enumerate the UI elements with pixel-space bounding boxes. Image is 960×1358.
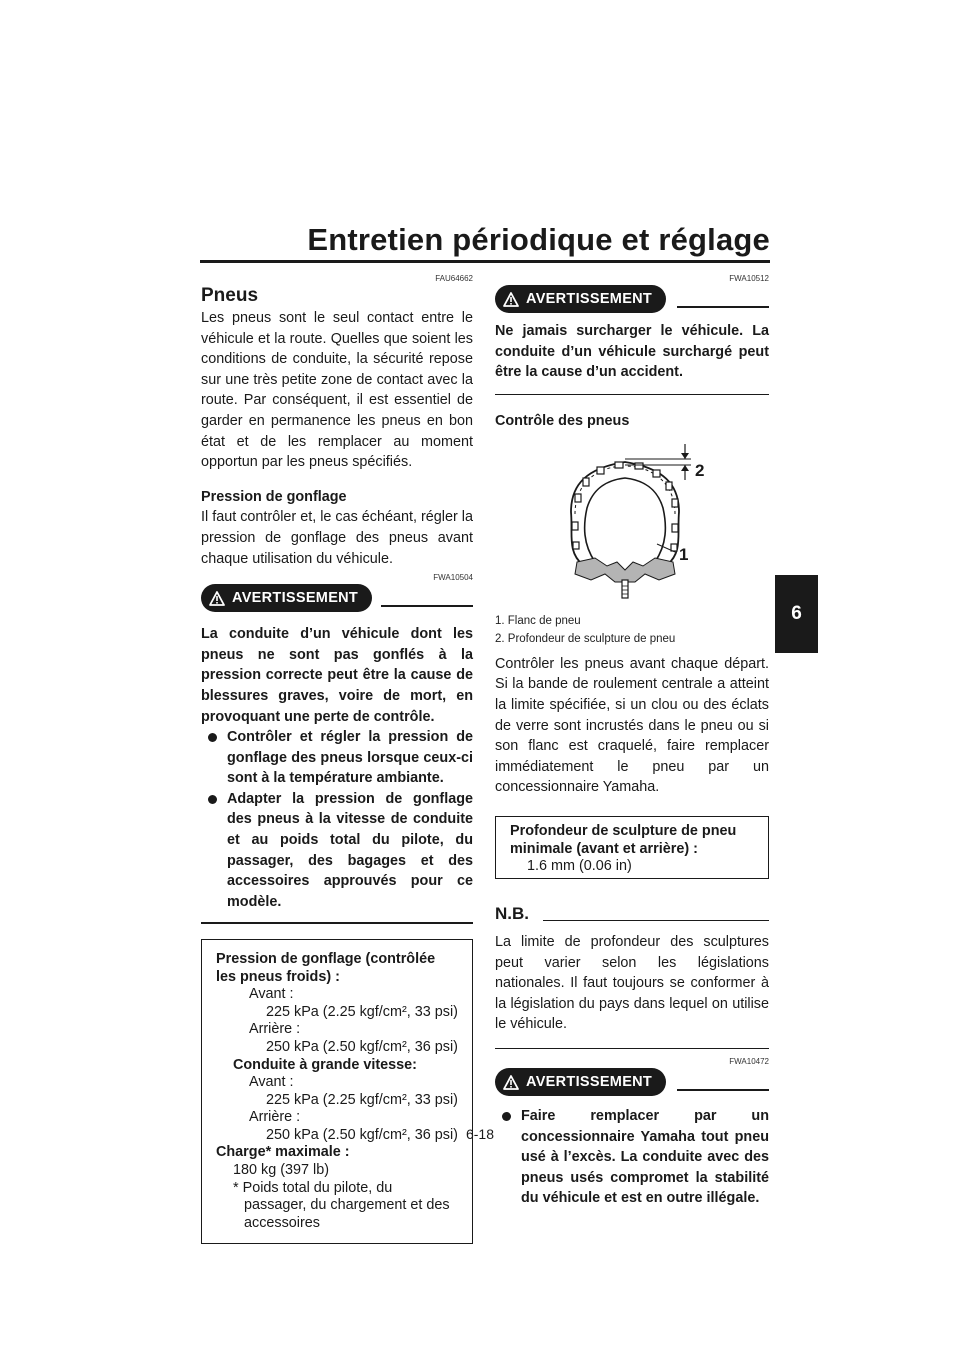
nb-paragraph: La limite de profondeur des sculptures peut varier selon les législations nationales. Il faut toujours se conformer à la législation du pays dans lequel on utilise le véhicule. <box>495 934 769 1033</box>
spec-front-label: Avant : <box>249 986 294 1003</box>
left-column <box>201 274 473 1244</box>
spec-rear-value: 250 kPa (2.50 kgf/cm², 36 psi) <box>266 1038 458 1055</box>
spec-title: Pression de gonflage (contrôlée les pneus froids) : <box>216 950 436 985</box>
warning-rule <box>677 306 769 308</box>
ref-code: FWA10504 <box>433 573 473 583</box>
warning-rule <box>381 605 473 607</box>
spec-highspeed-label: Conduite à grande vitesse: <box>233 1056 417 1073</box>
pressure-spec-box <box>201 939 473 1245</box>
spec-footnote: * Poids total du pilote, du passager, du chargement et des accessoires <box>233 1179 450 1231</box>
check-paragraph: Contrôler les pneus avant chaque départ. Si la bande de roulement centrale a atteint la limite spécifiée, si un clou ou des éclats de verre sont incrustés dans le pneu ou si son flanc est craquelé, faire remplacer immédiatement le pneu par un concessionnaire Yamaha. <box>495 655 769 796</box>
tire-illustration <box>495 434 769 604</box>
callout-label-1: 1 <box>679 544 689 564</box>
callout-label-2: 2 <box>695 460 705 480</box>
depth-title: Profondeur de sculpture de pneu minimale (avant et arrière) : <box>510 823 737 857</box>
warning-triangle-icon <box>503 1075 519 1090</box>
spec-hs-rear-label: Arrière : <box>249 1109 301 1126</box>
header-rule <box>200 260 770 263</box>
warning-label: AVERTISSEMENT <box>526 291 653 307</box>
list-item: Contrôler et régler la pression de gonflage des pneus lorsque ceux-ci sont à la température ambiante. <box>201 727 473 789</box>
figure-caption-2: 2. Profondeur de sculpture de pneu <box>495 632 676 645</box>
spec-load-value: 180 kg (397 lb) <box>233 1162 329 1179</box>
page-number: 6-18 <box>465 1126 495 1142</box>
warning-end-rule <box>201 922 473 924</box>
intro-paragraph: Les pneus sont le seul contact entre le véhicule et la route. Quelles que soient les conditions de conduite, la sécurité repose sur une très petite zone de contact avec la route. Par conséquent, il est essentiel de garder en permanence les pneus en bon état et de les remplacer au moment opportun par les pneus spécifiés. <box>201 310 473 471</box>
ref-code: FWA10512 <box>729 274 769 283</box>
warning-triangle-icon <box>209 591 225 606</box>
pressure-heading: Pression de gonflage <box>201 488 347 505</box>
nb-title: N.B. <box>495 904 529 924</box>
list-item: Faire remplacer par un concessionnaire Yamaha tout pneu usé à l’excès. La conduite avec des pneus usés compromet la stabilité du véhicule et est en outre illégale. <box>495 1106 769 1209</box>
spec-rear-label: Arrière : <box>249 1021 301 1038</box>
warning-end-rule <box>495 394 769 396</box>
page-title: Entretien périodique et réglage <box>307 222 770 257</box>
warning-triangle-icon <box>503 292 519 307</box>
warning-header <box>495 285 769 313</box>
spec-front-value: 225 kPa (2.25 kgf/cm², 33 psi) <box>266 1003 458 1020</box>
warning-badge <box>201 584 372 612</box>
warning-label: AVERTISSEMENT <box>526 1074 653 1090</box>
warning-label: AVERTISSEMENT <box>232 590 359 607</box>
list-item: Adapter la pression de gonflage des pneus à la vitesse de conduite et au poids total du pilote, du passager, des bagages et des accessoires approuvés pour ce modèle. <box>201 789 473 913</box>
chapter-tab: 6 <box>775 575 818 653</box>
spec-load-label: Charge* maximale : <box>216 1144 350 1161</box>
warning-badge <box>495 285 666 313</box>
spec-hs-rear-value: 250 kPa (2.50 kgf/cm², 36 psi) <box>266 1126 458 1143</box>
figure-caption-1: 1. Flanc de pneu <box>495 614 581 627</box>
spec-hs-front-label: Avant : <box>249 1074 294 1091</box>
warning-bullets <box>201 727 473 912</box>
warning-text: La conduite d’un véhicule dont les pneus ne sont pas gonflés à la pression correcte peut être la cause de blessures graves, voire de mort, en provoquant une perte de contrôle. <box>201 626 473 725</box>
nb-header <box>495 904 769 926</box>
warning-rule <box>677 1089 769 1091</box>
spec-hs-front-value: 225 kPa (2.25 kgf/cm², 33 psi) <box>266 1091 458 1108</box>
section-heading: Pneus <box>201 285 259 306</box>
right-column <box>495 274 769 1209</box>
depth-spec-box <box>495 816 769 879</box>
warning-badge <box>495 1068 666 1096</box>
ref-code: FAU64662 <box>435 274 473 283</box>
depth-value: 1.6 mm (0.06 in) <box>527 858 632 875</box>
warning-text: Ne jamais surcharger le véhicule. La conduite d’un véhicule surchargé peut être la cause d’un accident. <box>495 323 769 381</box>
check-heading: Contrôle des pneus <box>495 413 630 430</box>
nb-end-rule <box>495 1048 769 1049</box>
warning-header <box>495 1068 769 1096</box>
pressure-paragraph: Il faut contrôler et, le cas échéant, régler la pression de gonflage des pneus avant chaque utilisation du véhicule. <box>201 509 473 567</box>
nb-rule <box>543 920 769 921</box>
warning-bullets <box>495 1106 769 1209</box>
warning-header <box>201 584 473 612</box>
ref-code: FWA10472 <box>729 1057 769 1066</box>
